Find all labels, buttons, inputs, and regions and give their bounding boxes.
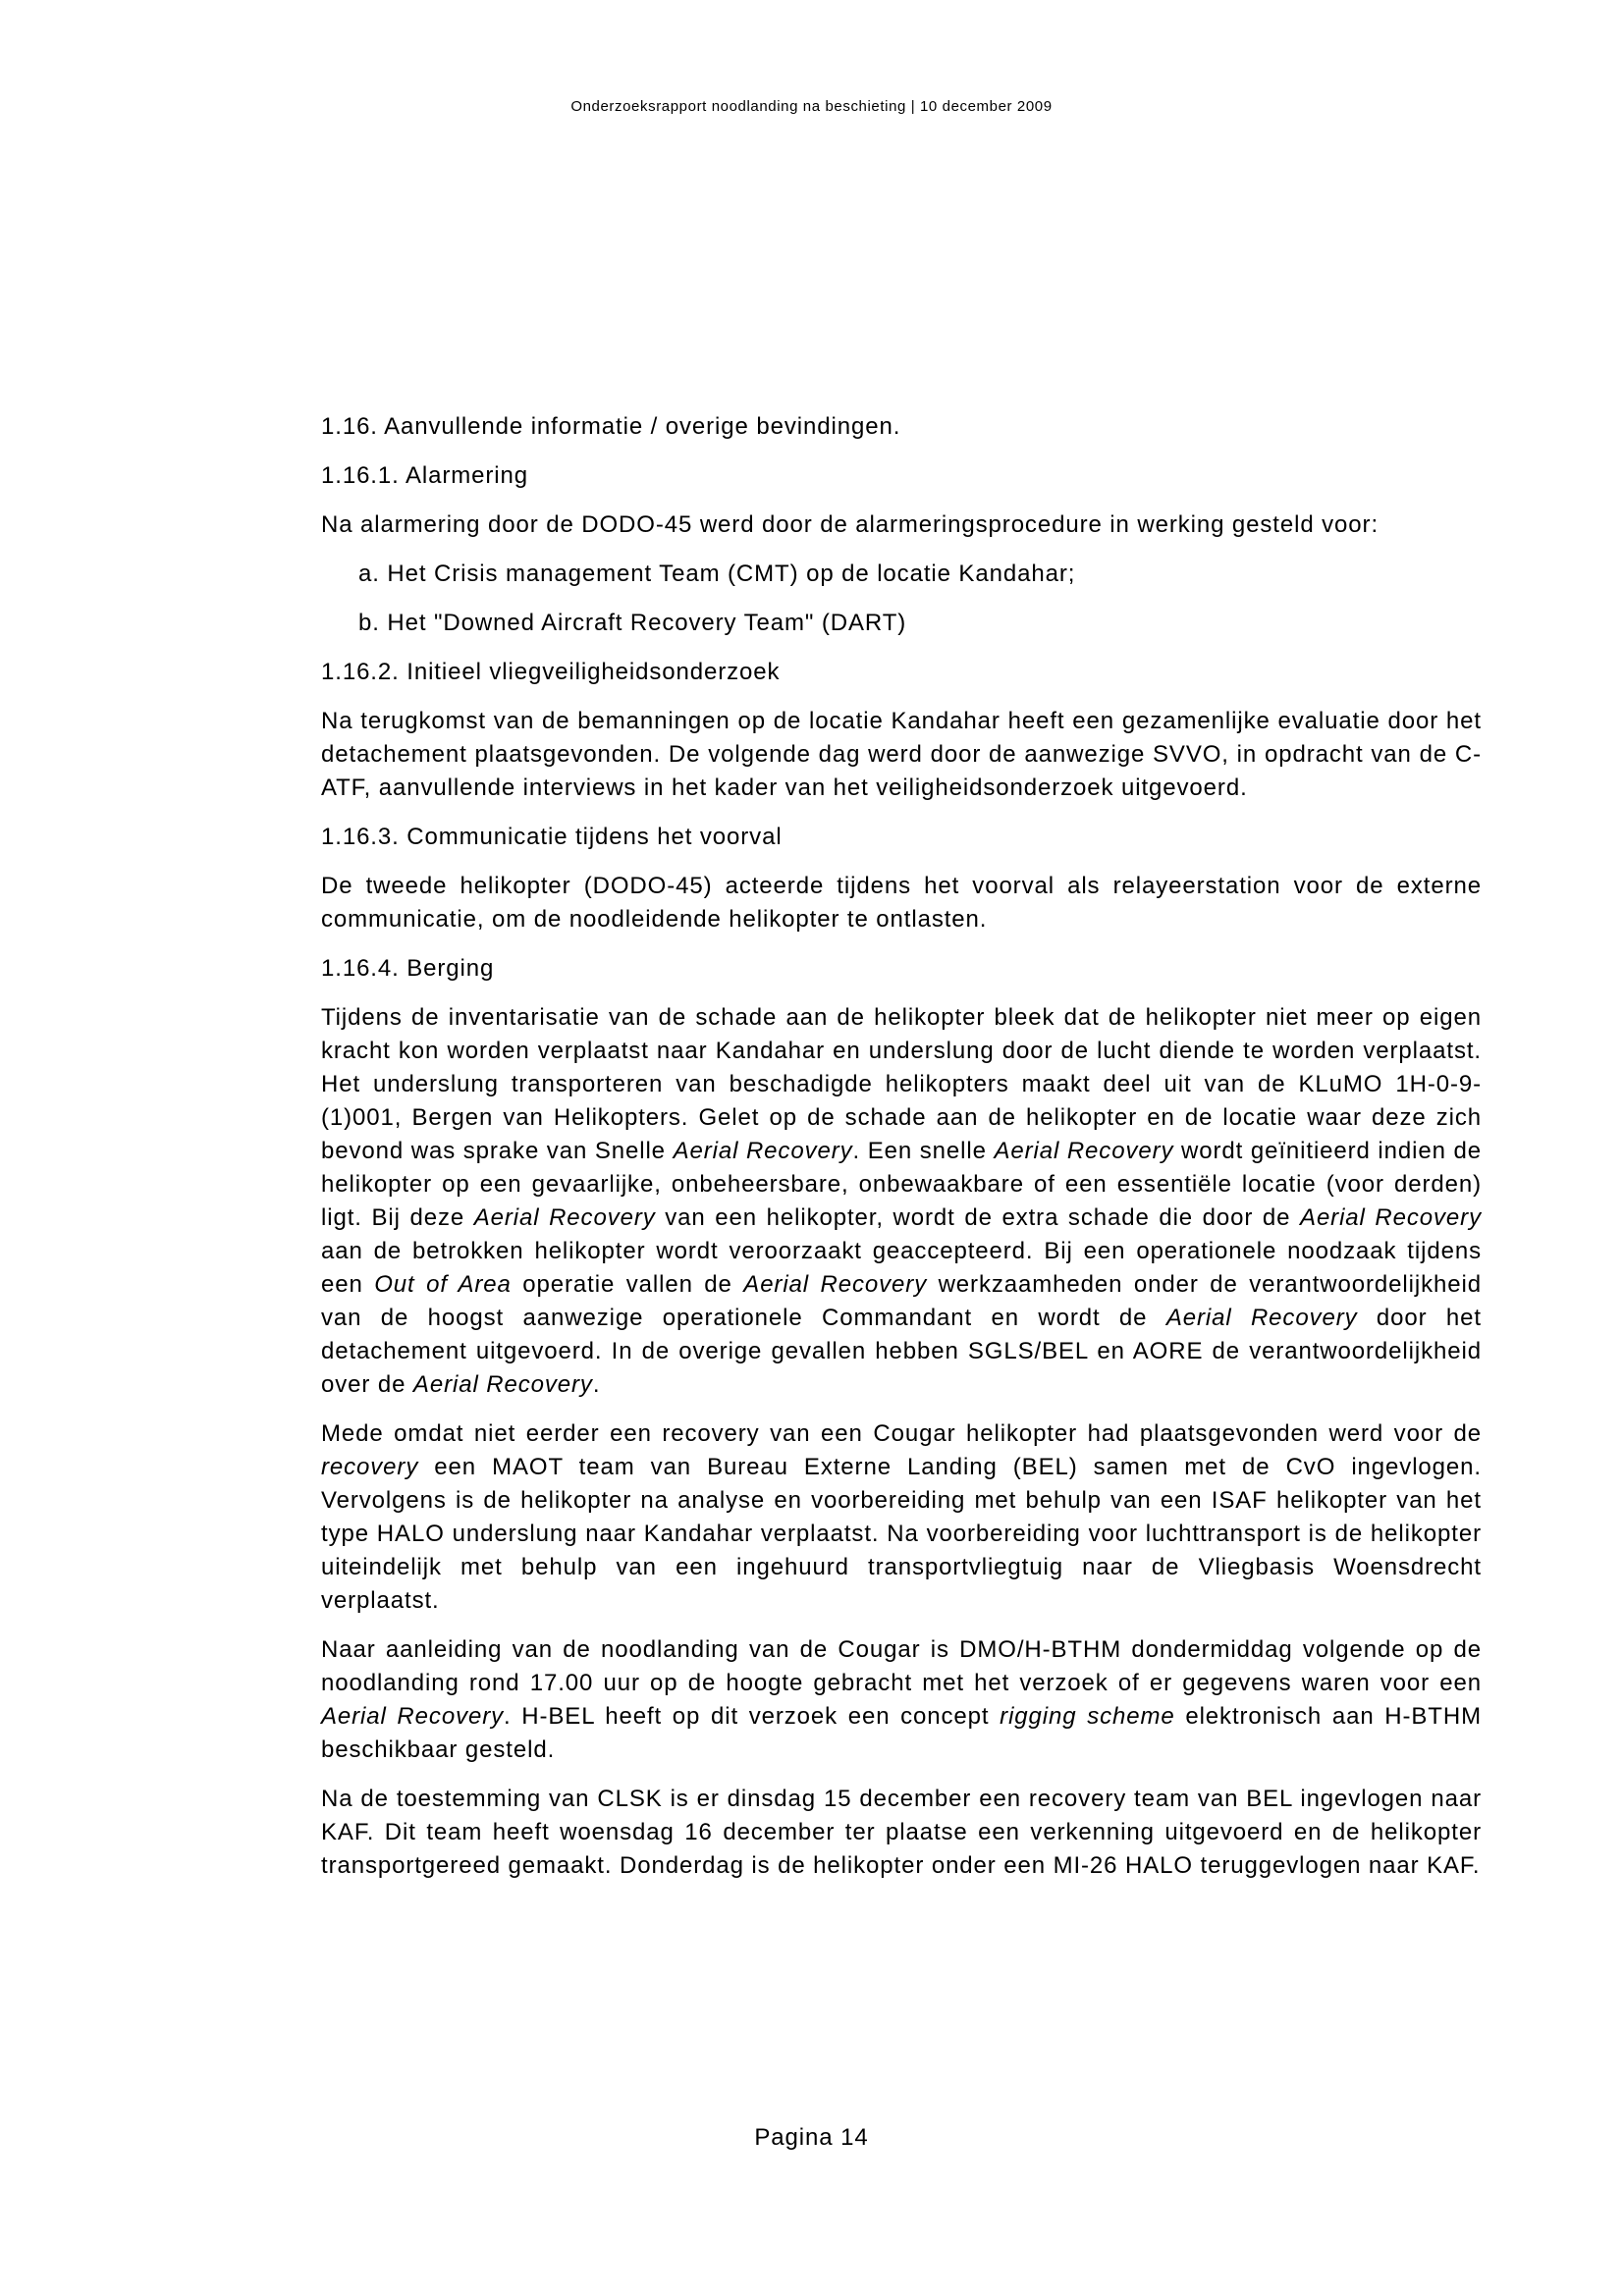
- berging-paragraph-2: [321, 1417, 1482, 1618]
- text-run: . H-BEL heeft op dit verzoek een concept: [504, 1703, 1001, 1730]
- italic-term: Aerial Recovery: [1165, 1305, 1358, 1331]
- text-run: operatie vallen de: [511, 1271, 744, 1298]
- text-run: .: [592, 1371, 601, 1398]
- section-heading-1-16: 1.16. Aanvullende informatie / overige bevindingen.: [321, 413, 901, 440]
- vliegveiligheidsonderzoek-paragraph: Na terugkomst van de bemanningen op de locatie Kandahar heeft een gezamenlijke evaluatie door het detachement plaatsgevonden. De volgende dag werd door de aanwezige SVVO, in opdracht van de C-ATF, aanvullende interviews in het kader van het veiligheidsonderzoek uitgevoerd.: [321, 708, 1482, 801]
- list-item: b. Het "Downed Aircraft Recovery Team" (DART): [358, 610, 907, 636]
- section-heading-1-16-3: 1.16.3. Communicatie tijdens het voorval: [321, 824, 783, 850]
- alarmering-intro: Na alarmering door de DODO-45 werd door de alarmeringsprocedure in werking gesteld voor:: [321, 511, 1380, 538]
- italic-term: Aerial Recovery: [743, 1271, 928, 1298]
- text-run: een MAOT team van Bureau Externe Landing (BEL) samen met de CvO ingevlogen. Vervolgens is de helikopter na analyse en voorbereiding met behulp van een ISAF helikopter van het type HALO underslung naar Kandahar verplaatst. Na voorbereiding voor luchttransport is de helikopter uiteindelijk met behulp van een ingehuurd transportvliegtuig naar de Vliegbasis Woensdrecht verplaatst.: [321, 1454, 1482, 1614]
- text-run: aan de betrokken helikopter wordt veroorzaakt geaccepteerd. Bij een operationele noodzaak tijdens een: [321, 1238, 1482, 1298]
- italic-term: Aerial Recovery: [412, 1371, 593, 1398]
- italic-term: Out of Area: [374, 1271, 512, 1298]
- page-number: Pagina 14: [754, 2124, 869, 2151]
- text-run: . Een snelle: [852, 1138, 995, 1164]
- list-item: a. Het Crisis management Team (CMT) op de locatie Kandahar;: [358, 561, 1076, 587]
- italic-term: Aerial Recovery: [1300, 1204, 1482, 1231]
- italic-term: rigging scheme: [1000, 1703, 1175, 1730]
- text-run: Naar aanleiding van de noodlanding van de Cougar is DMO/H-BTHM dondermiddag volgende op de noodlanding rond 17.00 uur op de hoogte gebracht met het verzoek of er gegevens waren voor een: [321, 1636, 1482, 1696]
- italic-term: Aerial Recovery: [673, 1138, 853, 1164]
- section-heading-1-16-2: 1.16.2. Initieel vliegveiligheidsonderzoek: [321, 659, 781, 685]
- italic-term: Aerial Recovery: [994, 1138, 1174, 1164]
- italic-term: Aerial Recovery: [321, 1703, 505, 1730]
- text-run: van een helikopter, wordt de extra schade die door de: [655, 1204, 1301, 1231]
- berging-paragraph-3: [321, 1633, 1482, 1767]
- text-run: Tijdens de inventarisatie van de schade aan de helikopter bleek dat de helikopter niet meer op eigen kracht kon worden verplaatst naar Kandahar en underslung door de lucht diende te worden verplaatst. Het underslung transporteren van beschadigde helikopters maakt deel uit van de KLuMO 1H-0-9-(1)001, Bergen van Helikopters. Gelet op de schade aan de helikopter en de locatie waar deze zich bevond was sprake van Snelle: [321, 1004, 1482, 1164]
- italic-term: recovery: [321, 1454, 419, 1480]
- text-run: wordt geïnitieerd indien de helikopter op een gevaarlijke, onbeheersbare, onbewaakbare of een essentiële locatie (voor derden) ligt. Bij deze: [321, 1138, 1482, 1231]
- text-run: elektronisch aan H-BTHM beschikbaar gesteld.: [321, 1703, 1482, 1763]
- text-run: werkzaamheden onder de verantwoordelijkheid van de hoogst aanwezige operationele Commandant en wordt de: [321, 1271, 1482, 1331]
- document-body: [321, 410, 1482, 1898]
- section-heading-1-16-4: 1.16.4. Berging: [321, 955, 495, 982]
- text-run: Mede omdat niet eerder een recovery van een Cougar helikopter had plaatsgevonden werd voor de: [321, 1420, 1482, 1447]
- communicatie-paragraph: De tweede helikopter (DODO-45) acteerde tijdens het voorval als relayeerstation voor de externe communicatie, om de noodleidende helikopter te ontlasten.: [321, 873, 1482, 933]
- berging-paragraph-1: [321, 1001, 1482, 1402]
- section-heading-1-16-1: 1.16.1. Alarmering: [321, 462, 528, 489]
- berging-paragraph-4: Na de toestemming van CLSK is er dinsdag 15 december een recovery team van BEL ingevlogen naar KAF. Dit team heeft woensdag 16 december ter plaatse een verkenning uitgevoerd en de helikopter transportgereed gemaakt. Donderdag is de helikopter onder een MI-26 HALO teruggevlogen naar KAF.: [321, 1786, 1482, 1879]
- italic-term: Aerial Recovery: [473, 1204, 656, 1231]
- text-run: door het detachement uitgevoerd. In de overige gevallen hebben SGLS/BEL en AORE de verantwoordelijkheid over de: [321, 1305, 1482, 1398]
- running-header: Onderzoeksrapport noodlanding na beschieting | 10 december 2009: [570, 98, 1053, 115]
